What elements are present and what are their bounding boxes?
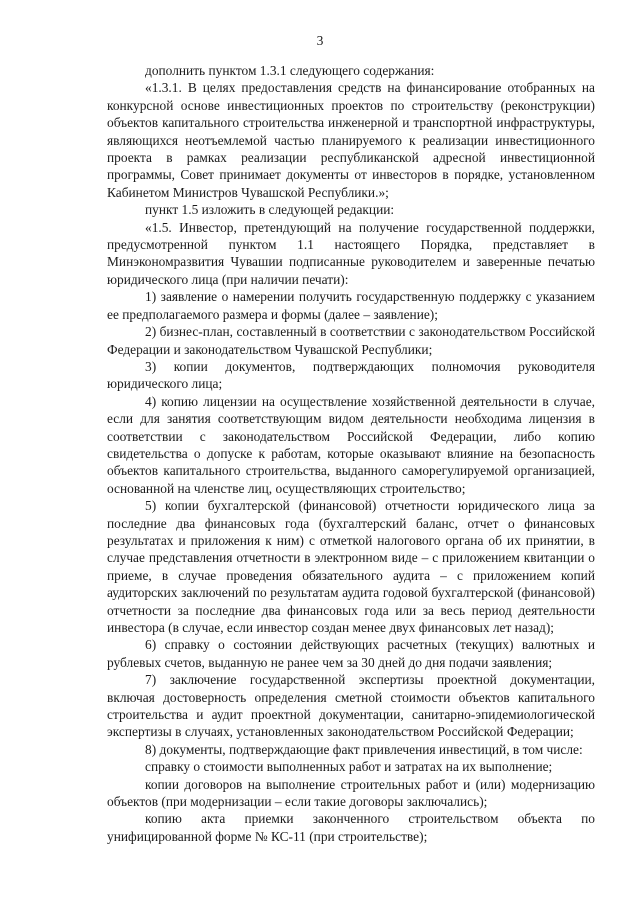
list-item-8: 8) документы, подтверждающие факт привлечения инвестиций, в том числе: xyxy=(145,741,583,757)
list-item-6: 6) справку о состоянии действующих расчетных (текущих) валютных и рублевых счетов, выданную не ранее чем за 30 дней до дня подачи заявления; xyxy=(107,637,595,670)
list-item-4: 4) копию лицензии на осуществление хозяйственной деятельности в случае, если для занятия соответствующим видом деятельности необходима лицензия в соответствии с законодательством Российской Федерации, либо копию свидетельства о допуске к работам, которые оказывают влияние на безопасность объектов капитального строительства, выданного саморегулируемой организацией, основанной на членстве лиц, осуществляющих строительство; xyxy=(107,393,595,496)
paragraph-intro-1-5: пункт 1.5 изложить в следующей редакции: xyxy=(145,202,395,218)
list-item-1: 1) заявление о намерении получить государственную поддержку с указанием ее предполагаемого размера и формы (далее – заявление); xyxy=(107,289,595,322)
page-number: 3 xyxy=(316,33,324,48)
list-item-3: 3) копии документов, подтверждающих полномочия руководителя юридического лица; xyxy=(107,358,595,392)
paragraph-item-1-3-1: «1.3.1. В целях предоставления средств на финансирование отобранных на конкурсной основе инвестиционных проектов по строительству (реконструкции) объектов капитального строительства инженерной и транспортной инфраструктуры, являющихся неотъемлемой частью планируемого к реализации инвестиционного проекта в рамках реализации республиканской адресной инвестиционной программы, Совет принимает документы от инвесторов в порядке, установленном Кабинетом Министров Чувашской Республики.»; xyxy=(107,80,595,200)
sub-item-acceptance-act: копию акта приемки законченного строительством объекта по унифицированной форме № КС-11 (при строительстве); xyxy=(107,811,595,844)
list-item-7: 7) заключение государственной экспертизы проектной документации, включая достоверность определения сметной стоимости объектов капитального строительства и аудит проектной документации, санитарно-эпидемиологической экспертизы в случаях, установленных законодательством Российской Федерации; xyxy=(107,672,595,740)
paragraph-item-1-5: «1.5. Инвестор, претендующий на получение государственной поддержки, предусмотренной пунктом 1.1 настоящего Порядка, представляет в Минэкономразвития Чувашии подписанные руководителем и заверенные печатью юридического лица (при наличии печати): xyxy=(107,219,595,287)
sub-item-contracts: копии договоров на выполнение строительных работ и (или) модернизацию объектов (при модернизации – если такие договоры заключались); xyxy=(107,776,595,810)
sub-item-work-cost: справку о стоимости выполненных работ и затратах на их выполнение; xyxy=(145,759,553,775)
paragraph-intro-1-3-1: дополнить пунктом 1.3.1 следующего содержания: xyxy=(145,63,435,78)
list-item-5: 5) копии бухгалтерской (финансовой) отчетности юридического лица за последние два финансовых года (бухгалтерский баланс, отчет о финансовых результатах и приложения к ним) с отметкой налогового органа об их принятии, в случае представления отчетности в электронном виде – с приложением квитанции о приеме, в случае проведения обязательного аудита – с приложением копий аудиторских заключений по результатам аудита годовой бухгалтерской (финансовой) отчетности за последние два финансовых года или за весь период деятельности инвестора (в случае, если инвестор создан менее двух финансовых лет назад); xyxy=(107,498,595,635)
document-body xyxy=(107,62,595,845)
list-item-2: 2) бизнес-план, составленный в соответствии с законодательством Российской Федерации и законодательством Чувашской Республики; xyxy=(107,324,595,357)
